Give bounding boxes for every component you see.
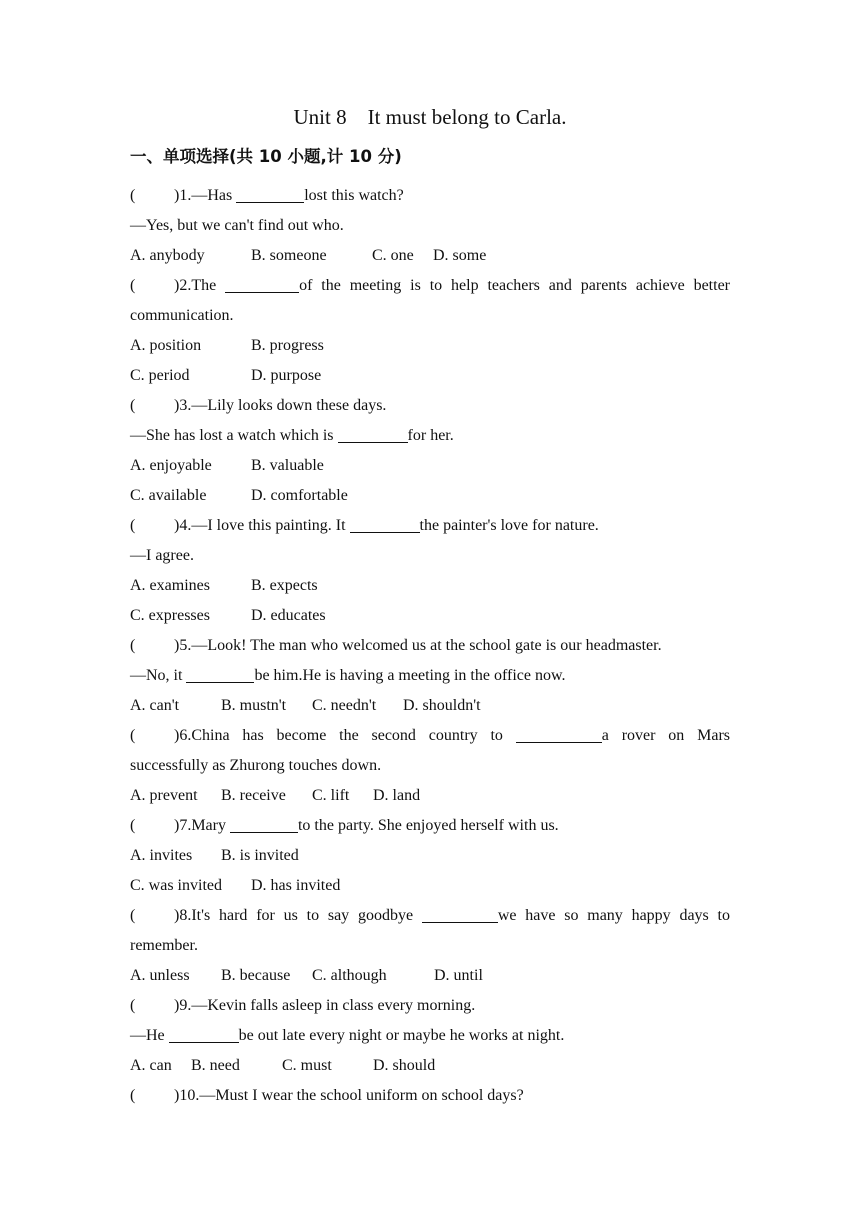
question-list [130, 181, 730, 1111]
option-a[interactable]: A. anybody [130, 247, 205, 264]
option-a[interactable]: A. invites [130, 847, 193, 864]
question-5-reply: —No, it be him.He is having a meeting in the office now. [130, 661, 730, 691]
option-c[interactable]: C. although [312, 967, 387, 984]
question-6-continuation: successfully as Zhurong touches down. [130, 757, 382, 774]
section-heading: 一、单项选择(共 10 小题,计 10 分) [130, 147, 402, 166]
option-c[interactable]: C. period [130, 367, 190, 384]
question-4-options-row2 [130, 601, 730, 631]
answer-blank [236, 184, 304, 203]
option-d[interactable]: D. should [373, 1057, 436, 1074]
question-1-options [130, 241, 730, 271]
question-4-options-row1 [130, 571, 730, 601]
option-a[interactable]: A. position [130, 337, 202, 354]
answer-blank [422, 904, 498, 923]
question-3-options-row1 [130, 451, 730, 481]
option-a[interactable]: A. can [130, 1057, 172, 1074]
answer-blank [350, 514, 420, 533]
option-d[interactable]: D. educates [251, 607, 326, 624]
answer-paren[interactable]: ( [130, 727, 136, 744]
question-8-continuation: remember. [130, 937, 198, 954]
answer-paren[interactable]: ( [130, 517, 136, 534]
option-b[interactable]: B. expects [251, 577, 318, 594]
question-4-reply: —I agree. [130, 547, 194, 564]
question-1-reply: —Yes, but we can't find out who. [130, 217, 344, 234]
question-6-stem: ( )6.China has become the second country to a rover on Mars [130, 721, 730, 751]
option-b[interactable]: B. someone [251, 247, 327, 264]
question-4-stem: ( )4.—I love this painting. It the painter's love for nature. [130, 511, 730, 541]
option-c[interactable]: C. was invited [130, 877, 222, 894]
option-c[interactable]: C. needn't [312, 697, 377, 714]
option-b[interactable]: B. progress [251, 337, 324, 354]
answer-blank [338, 424, 408, 443]
question-3-options-row2 [130, 481, 730, 511]
option-c[interactable]: C. available [130, 487, 207, 504]
option-c[interactable]: C. lift [312, 787, 350, 804]
answer-blank [516, 724, 602, 743]
option-d[interactable]: D. comfortable [251, 487, 348, 504]
option-b[interactable]: B. mustn't [221, 697, 287, 714]
option-a[interactable]: A. examines [130, 577, 210, 594]
question-6-options [130, 781, 730, 811]
question-9-options [130, 1051, 730, 1081]
option-d[interactable]: D. land [373, 787, 421, 804]
option-b[interactable]: B. is invited [221, 847, 299, 864]
option-c[interactable]: C. expresses [130, 607, 210, 624]
option-d[interactable]: D. shouldn't [403, 697, 481, 714]
question-3-stem: ( )3.—Lily looks down these days. [130, 391, 730, 421]
answer-paren[interactable]: ( [130, 817, 136, 834]
option-c[interactable]: C. must [282, 1057, 332, 1074]
question-3-reply: —She has lost a watch which is for her. [130, 421, 730, 451]
question-2-continuation: communication. [130, 307, 234, 324]
option-d[interactable]: D. some [433, 247, 487, 264]
option-d[interactable]: D. until [434, 967, 483, 984]
answer-paren[interactable]: ( [130, 907, 136, 924]
option-a[interactable]: A. prevent [130, 787, 198, 804]
question-8-options [130, 961, 730, 991]
option-a[interactable]: A. can't [130, 697, 180, 714]
answer-blank [186, 664, 254, 683]
question-10-stem: ( )10.—Must I wear the school uniform on school days? [130, 1081, 730, 1111]
answer-paren[interactable]: ( [130, 637, 136, 654]
question-5-stem: ( )5.—Look! The man who welcomed us at the school gate is our headmaster. [130, 631, 730, 661]
question-8-stem: ( )8.It's hard for us to say goodbye we have so many happy days to [130, 901, 730, 931]
answer-paren[interactable]: ( [130, 997, 136, 1014]
answer-paren[interactable]: ( [130, 277, 136, 294]
question-9-stem: ( )9.—Kevin falls asleep in class every morning. [130, 991, 730, 1021]
answer-paren[interactable]: ( [130, 187, 136, 204]
option-d[interactable]: D. has invited [251, 877, 341, 894]
question-9-reply: —He be out late every night or maybe he works at night. [130, 1021, 730, 1051]
option-c[interactable]: C. one [372, 247, 414, 264]
question-2-stem: ( )2.The of the meeting is to help teachers and parents achieve better [130, 271, 730, 301]
question-2-options-row1 [130, 331, 730, 361]
option-b[interactable]: B. need [191, 1057, 240, 1074]
answer-paren[interactable]: ( [130, 1087, 136, 1104]
option-b[interactable]: B. receive [221, 787, 286, 804]
question-7-stem: ( )7.Mary to the party. She enjoyed herself with us. [130, 811, 730, 841]
option-b[interactable]: B. valuable [251, 457, 324, 474]
question-1-stem: ( )1.—Has lost this watch? [130, 181, 730, 211]
answer-blank [225, 274, 299, 293]
answer-blank [169, 1024, 239, 1043]
option-a[interactable]: A. unless [130, 967, 190, 984]
question-7-options-row1 [130, 841, 730, 871]
option-a[interactable]: A. enjoyable [130, 457, 212, 474]
option-b[interactable]: B. because [221, 967, 291, 984]
question-7-options-row2 [130, 871, 730, 901]
question-2-options-row2 [130, 361, 730, 391]
option-d[interactable]: D. purpose [251, 367, 322, 384]
page-title: Unit 8 It must belong to Carla. [293, 105, 567, 129]
answer-paren[interactable]: ( [130, 397, 136, 414]
question-5-options [130, 691, 730, 721]
answer-blank [230, 814, 298, 833]
